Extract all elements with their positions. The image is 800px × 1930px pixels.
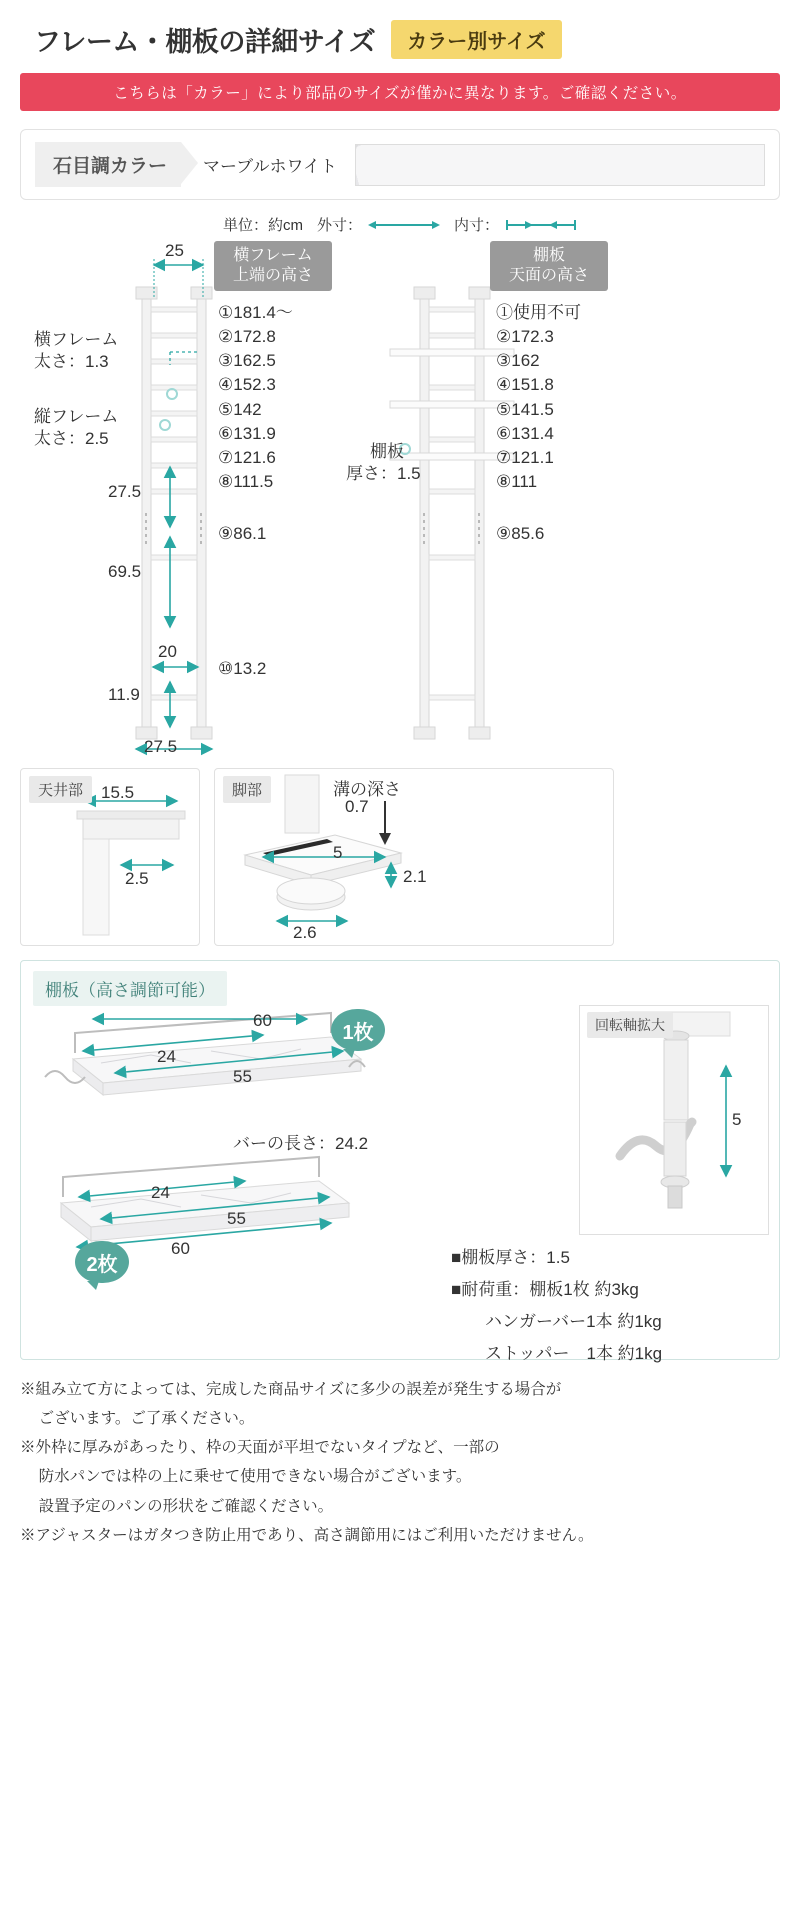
tate-frame-label-1: 縦フレーム [34, 407, 119, 426]
footnote-line: ※アジャスターはガタつき防止用であり、高さ調節用にはご利用いただけません。 [20, 1526, 594, 1544]
shelf-dim-55-bottom: 55 [227, 1209, 246, 1228]
leg-dim-5: 5 [333, 843, 343, 862]
shelf-dim-60-bottom: 60 [171, 1239, 190, 1258]
shelf-count-badge-one: 1枚 [331, 1009, 385, 1051]
frame-height-10: ⑩13.2 [218, 659, 267, 678]
footnote-line: 防水パンでは枠の上に乗せて使用できない場合がございます。 [38, 1468, 472, 1486]
color-swatch [355, 144, 765, 186]
shelf-height-item: ⑤141.5 [496, 399, 554, 419]
frame-height-item: ⑤142 [218, 399, 262, 419]
frame-height-item: ⑥131.9 [218, 423, 276, 443]
bar-length-label: バーの長さ：24.2 [233, 1134, 369, 1153]
shelf-height-item: ⑦121.1 [496, 447, 554, 467]
frame-height-item: ②172.8 [218, 327, 276, 347]
shelf-height-item: ①使用不可 [496, 303, 581, 322]
shelf-top-caption-line2: 天面の高さ [508, 267, 589, 284]
legend-inner [454, 214, 577, 235]
frame-height-item: ⑦121.6 [218, 447, 276, 467]
legend-outer [317, 214, 440, 235]
shelf-dim-60-top: 60 [253, 1011, 272, 1030]
leg-panel-title: 脚部 [223, 776, 271, 803]
tanaita-label-1: 棚板 [370, 442, 404, 461]
footnote-line: 設置予定のパンの形状をご確認ください。 [38, 1497, 334, 1515]
color-tag-label: 石目調カラー [35, 142, 181, 187]
leg-drawing [215, 769, 613, 945]
groove-label-2: 0.7 [345, 797, 369, 816]
frame-height-item: ⑧111.5 [218, 471, 274, 491]
legend-outer-label: 外寸： [316, 217, 362, 234]
legend-inner-label: 内寸： [454, 217, 500, 234]
rotation-dim-5: 5 [732, 1110, 742, 1129]
dim-27-5-upper: 27.5 [108, 482, 142, 501]
frame-height-item: ③162.5 [218, 351, 276, 371]
main-dimension-diagram [20, 237, 780, 762]
spec-line-3: ハンガーバー1本 約1kg [451, 1312, 662, 1331]
footnotes [20, 1376, 780, 1549]
color-section [20, 129, 780, 200]
shelf-section-title: 棚板（高さ調節可能） [33, 971, 227, 1006]
ceiling-dim-width: 15.5 [101, 783, 135, 802]
shelf-height-9: ⑨85.6 [496, 524, 545, 543]
shelf-top-caption-line1: 棚板 [532, 247, 565, 264]
detail-panels [20, 768, 780, 946]
shelf-dim-55-top: 55 [233, 1067, 252, 1086]
ceiling-panel [20, 768, 200, 946]
frame-height-list [218, 301, 293, 494]
leg-dim-2-6: 2.6 [293, 923, 317, 942]
shelf-height-item: ③162 [496, 351, 540, 371]
color-variant-badge: カラー別サイズ [391, 20, 561, 59]
color-name-label: マーブルホワイト [203, 157, 337, 176]
notice-bar: こちらは「カラー」により部品のサイズが僅かに異なります。ご確認ください。 [20, 73, 780, 111]
unit-legend [20, 214, 780, 235]
frame-top-caption [214, 241, 332, 291]
shelf-dim-24-top: 24 [157, 1047, 176, 1066]
spec-line-1: ■棚板厚さ：1.5 [451, 1248, 570, 1267]
frame-height-9: ⑨86.1 [218, 524, 267, 543]
footnote-line: ※組み立て方によっては、完成した商品サイズに多少の誤差が発生する場合が [20, 1381, 562, 1398]
shelf-height-item: ⑧111 [496, 471, 538, 491]
tate-frame-label-2: 太さ：2.5 [34, 429, 109, 448]
frame-top-caption-line1: 横フレーム [233, 247, 313, 264]
page-header [20, 14, 780, 73]
shelf-height-item: ④151.8 [496, 375, 554, 395]
rotation-axis-title: 回転軸拡大 [587, 1012, 673, 1038]
yoko-frame-label-2: 太さ：1.3 [34, 352, 109, 371]
frame-top-caption-line2: 上端の高さ [232, 267, 313, 284]
leg-dim-2-1: 2.1 [403, 867, 427, 886]
outer-arrow-icon [368, 219, 440, 231]
shelf-section [20, 960, 780, 1363]
inner-arrow-icon [505, 219, 577, 231]
frame-height-item: ①181.4〜 [218, 303, 293, 322]
unit-label: 単位：約cm [222, 217, 303, 234]
tanaita-label-2: 厚さ：1.5 [346, 464, 421, 483]
shelf-dim-24-bottom: 24 [151, 1183, 170, 1202]
shelf-top-caption [490, 241, 608, 291]
spec-line-4: ストッパー 1本 約1kg [451, 1344, 663, 1363]
ceiling-panel-title: 天井部 [29, 776, 92, 803]
dim-top-width: 25 [165, 241, 184, 260]
spec-line-2: ■耐荷重：棚板1枚 約3kg [451, 1280, 639, 1299]
footnote-line: ございます。ご了承ください。 [38, 1410, 255, 1428]
dim-27-5-bottom: 27.5 [144, 737, 178, 756]
shelf-height-item: ②172.3 [496, 327, 554, 347]
dim-69-5: 69.5 [108, 562, 142, 581]
page-title: フレーム・棚板の詳細サイズ [34, 27, 376, 57]
dim-11-9: 11.9 [108, 685, 140, 704]
dim-20: 20 [158, 642, 177, 661]
yoko-frame-label-1: 横フレーム [34, 330, 119, 349]
shelf-count-badge-two: 2枚 [75, 1241, 129, 1283]
rotation-axis-panel [579, 1005, 769, 1235]
frame-height-item: ④152.3 [218, 375, 276, 395]
groove-label-1: 溝の深さ [333, 780, 401, 799]
shelf-height-list [496, 301, 581, 494]
shelf-height-item: ⑥131.4 [496, 423, 554, 443]
ceiling-dim-depth: 2.5 [125, 869, 149, 888]
leg-panel [214, 768, 614, 946]
footnote-line: ※外枠に厚みがあったり、枠の天面が平坦でないタイプなど、一部の [20, 1439, 500, 1457]
